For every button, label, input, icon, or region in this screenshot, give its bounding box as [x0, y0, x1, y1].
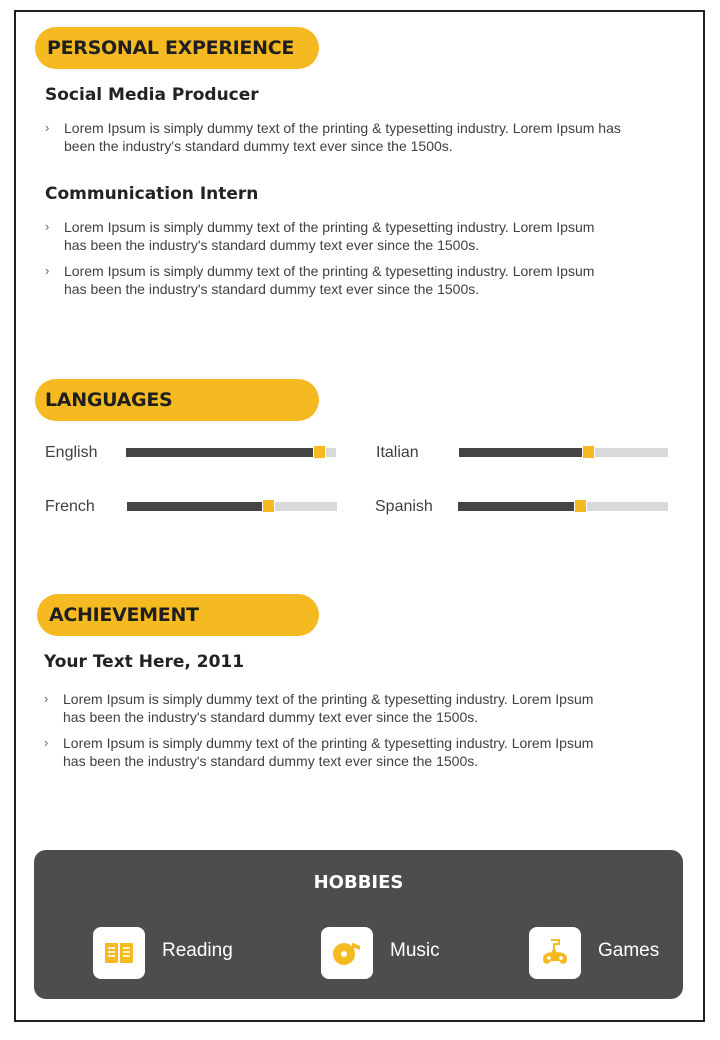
language-level-bar [127, 502, 337, 511]
bullet-line: Lorem Ipsum is simply dummy text of the printing & typesetting industry. Lorem Ipsum [64, 263, 595, 279]
language-level-bar [126, 448, 336, 457]
language-level-bar [458, 502, 668, 511]
language-level-fill [458, 502, 578, 511]
bullet-line: been the industry's standard dummy text ever since the 1500s. [64, 137, 453, 154]
section-heading-languages: LANGUAGES [35, 379, 319, 421]
language-level-marker [582, 445, 595, 459]
bullet-line: Lorem Ipsum is simply dummy text of the printing & typesetting industry. Lorem Ipsum [64, 219, 595, 235]
bullet-line: has been the industry's standard dummy text ever since the 1500s. [64, 280, 480, 297]
language-label: English [45, 444, 98, 461]
bullet-chevron-icon: › [44, 691, 49, 706]
language-level-marker [313, 445, 326, 459]
achievement-title: Your Text Here, 2011 [44, 652, 245, 672]
language-level-fill [459, 448, 586, 457]
bullet-item [44, 691, 694, 727]
language-label: French [45, 498, 95, 515]
language-label: Italian [376, 444, 419, 461]
bullet-item [45, 219, 695, 255]
music-disc-icon [331, 937, 363, 969]
hobby-label: Reading [162, 940, 233, 961]
hobbies-panel [34, 850, 683, 999]
hobby-label: Games [598, 940, 660, 961]
language-level-fill [126, 448, 317, 457]
bullet-item [45, 263, 695, 299]
bullet-chevron-icon: › [45, 219, 50, 234]
language-level-marker [574, 499, 587, 513]
hobbies-heading: HOBBIES [313, 872, 404, 893]
bullet-line: Lorem Ipsum is simply dummy text of the printing & typesetting industry. Lorem Ipsum [63, 735, 594, 751]
hobby-label: Music [390, 940, 440, 961]
section-heading-experience: PERSONAL EXPERIENCE [35, 27, 319, 69]
bullet-line: Lorem Ipsum is simply dummy text of the printing & typesetting industry. Lorem Ipsum has [64, 120, 621, 136]
job-title: Communication Intern [45, 184, 259, 204]
bullet-item [44, 735, 694, 771]
hobby-icon-tile [93, 927, 145, 979]
language-level-bar [459, 448, 668, 457]
bullet-line: Lorem Ipsum is simply dummy text of the printing & typesetting industry. Lorem Ipsum [63, 691, 594, 707]
bullet-line: has been the industry's standard dummy text ever since the 1500s. [63, 752, 479, 769]
book-icon [103, 937, 135, 969]
language-level-marker [262, 499, 275, 513]
language-label: Spanish [375, 498, 433, 515]
bullet-item [45, 120, 695, 156]
bullet-chevron-icon: › [44, 735, 49, 750]
section-heading-achievement: ACHIEVEMENT [37, 594, 319, 636]
bullet-chevron-icon: › [45, 120, 50, 135]
bullet-chevron-icon: › [45, 263, 50, 278]
gamepad-icon [539, 937, 571, 969]
bullet-line: has been the industry's standard dummy text ever since the 1500s. [63, 708, 479, 725]
language-level-fill [127, 502, 266, 511]
bullet-line: has been the industry's standard dummy text ever since the 1500s. [64, 236, 480, 253]
hobby-icon-tile [321, 927, 373, 979]
job-title: Social Media Producer [45, 85, 259, 105]
hobby-icon-tile [529, 927, 581, 979]
